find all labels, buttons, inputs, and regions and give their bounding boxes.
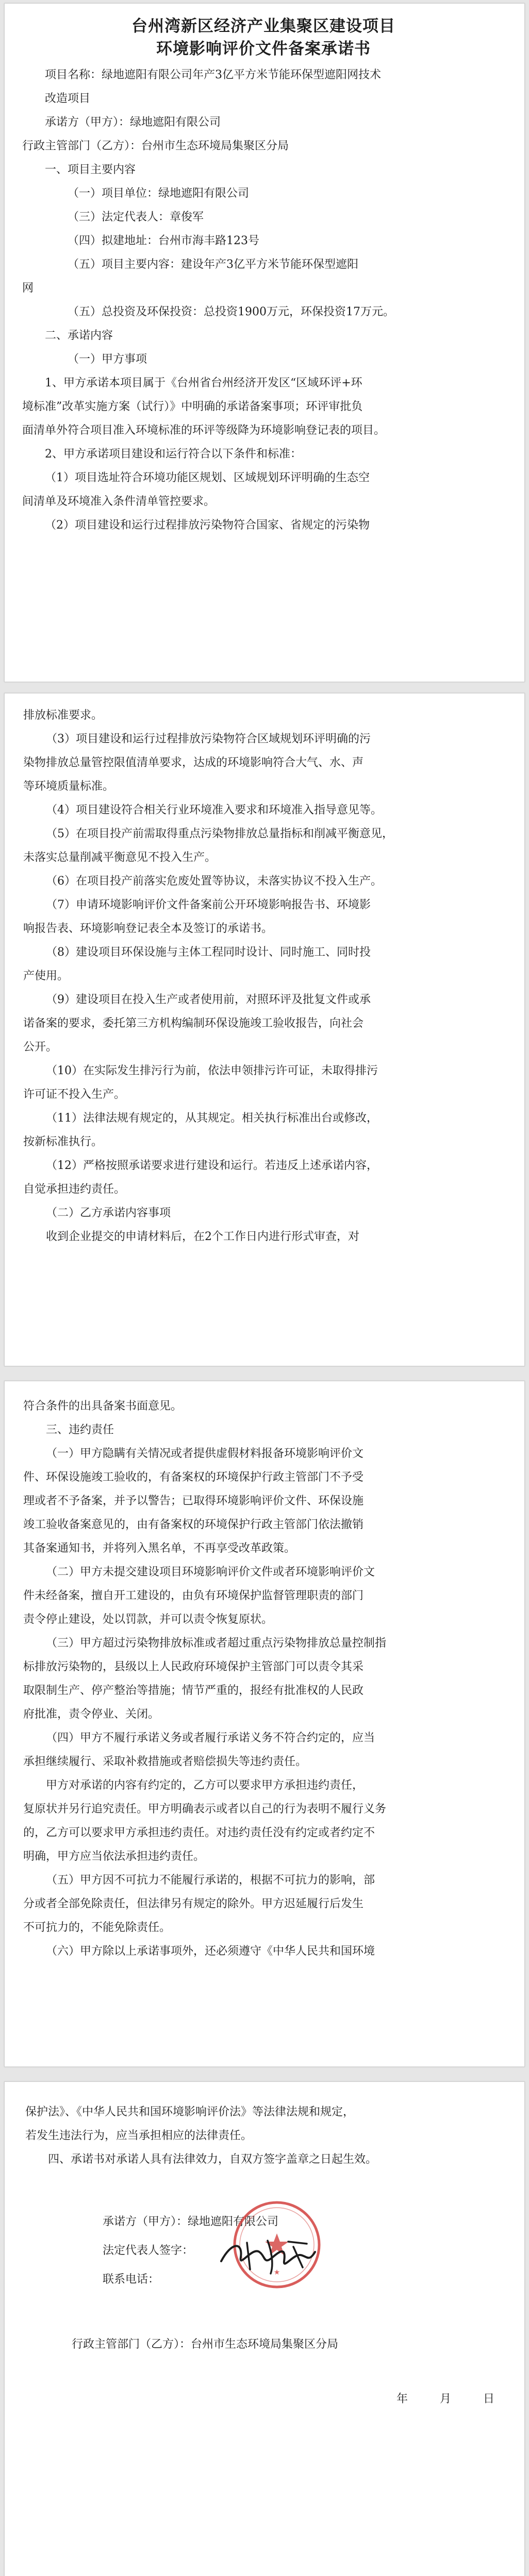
paragraph-line: 未落实总量削减平衡意见不投入生产。 xyxy=(23,851,217,864)
section-heading-4: 四、承诺书对承诺人具有法律效力，自双方签字盖章之日起生效。 xyxy=(48,2153,377,2166)
paragraph-line: （3）项目建设和运行过程排放污染物符合区域规划环评明确的污 xyxy=(46,733,371,745)
document-page-2 xyxy=(4,693,525,1366)
paragraph-line: 件、环保设施竣工验收的，有备案权的环境保护行政主管部门不予受 xyxy=(23,1471,364,1484)
paragraph-line: 染物排放总量管控限值清单要求，达成的环境影响符合大气、水、声 xyxy=(23,756,364,769)
document-page-4 xyxy=(4,2081,525,2576)
paragraph-line: （六）甲方除以上承诺事项外，还必须遵守《中华人民共和国环境 xyxy=(46,1945,375,1958)
paragraph-line: （12）严格按照承诺要求进行建设和运行。若违反上述承诺内容， xyxy=(46,1159,378,1172)
paragraph-line: 标排放污染物的，县级以上人民政府环境保护主管部门可以责令其采 xyxy=(23,1660,364,1673)
paragraph-line: （1）项目选址符合环境功能区规划、区域规划环评明确的生态空 xyxy=(45,471,370,484)
paragraph-line: （10）在实际发生排污行为前，依法申领排污许可证，未取得排污 xyxy=(46,1064,378,1077)
svg-text:★: ★ xyxy=(273,2268,280,2277)
paragraph-line: 境标准”改革实施方案（试行）》中明确的承诺备案事项；环评审批负 xyxy=(22,400,363,413)
document-page-1 xyxy=(4,3,525,682)
paragraph-line: 排放标准要求。 xyxy=(23,709,103,722)
paragraph-line: 等环境质量标准。 xyxy=(23,780,114,793)
paragraph-line: 间清单及环境准入条件清单管控要求。 xyxy=(22,495,216,508)
project-name-continuation: 改造项目 xyxy=(45,92,91,105)
document-title-line-1: 台州湾新区经济产业集聚区建设项目 xyxy=(131,17,395,36)
paragraph-line: 甲方对承诺的内容有约定的，乙方可以要求甲方承担违约责任， xyxy=(46,1779,364,1792)
paragraph-line: 分或者全部免除责任，但法律另有规定的除外。甲方迟延履行后发生 xyxy=(23,1897,364,1910)
section-heading-1: 一、项目主要内容 xyxy=(45,163,136,176)
project-name-line: 项目名称：绿地遮阳有限公司年产3亿平方米节能环保型遮阳网技术 xyxy=(45,69,381,81)
item-address: （四）拟建地址：台州市海丰路123号 xyxy=(68,234,259,247)
date-year-label: 年 xyxy=(396,2393,409,2405)
section-heading-2: 二、承诺内容 xyxy=(45,329,113,342)
date-line xyxy=(25,2389,504,2410)
paragraph-line: 若发生违法行为，应当承担相应的法律责任。 xyxy=(25,2129,253,2142)
paragraph-line: 明确，甲方应当依法承担违约责任。 xyxy=(23,1850,205,1863)
paragraph-line: （一）甲方隐瞒有关情况或者提供虚假材料报备环境影响评价文 xyxy=(46,1447,364,1460)
handwritten-signature xyxy=(216,2231,319,2278)
paragraph-line: 自觉承担违约责任。 xyxy=(23,1183,126,1196)
item-legal-rep: （三）法定代表人：章俊军 xyxy=(68,211,204,224)
paragraph-line: 承担继续履行、采取补救措施或者赔偿损失等违约责任。 xyxy=(23,1755,307,1768)
paragraph-line: 符合条件的出具备案书面意见。 xyxy=(23,1400,183,1413)
contact-phone-line: 联系电话： xyxy=(103,2273,160,2286)
paragraph-line: 诺备案的要求，委托第三方机构编制环保设施竣工验收报告，向社会 xyxy=(23,1017,364,1030)
paragraph-line: （三）甲方超过污染物排放标准或者超过重点污染物排放总量控制指 xyxy=(46,1637,387,1650)
document-title-line-2: 环境影响评价文件备案承诺书 xyxy=(156,40,371,58)
legal-rep-signature-line: 法定代表人签字： xyxy=(103,2244,194,2257)
paragraph-line: （5）在项目投产前需取得重点污染物排放总量指标和削减平衡意见， xyxy=(46,827,393,840)
signature-block xyxy=(25,2208,504,2410)
paragraph-line: 面清单外符合项目准入环境标准的环评等级降为环境影响登记表的项目。 xyxy=(22,424,386,437)
subsection-party-b: （二）乙方承诺内容事项 xyxy=(46,1207,171,1219)
date-month-label: 月 xyxy=(440,2393,453,2405)
paragraph-line: 其备案通知书，并将列入黑名单，不再享受改革政策。 xyxy=(23,1542,296,1555)
paragraph-line: 理或者不予备案，并予以警告；已取得环境影响评价文件、环保设施 xyxy=(23,1495,364,1507)
paragraph-line: 复原状并另行追究责任。甲方明确表示或者以自己的行为表明不履行义务 xyxy=(23,1803,387,1816)
paragraph-line: 件未经备案，擅自开工建设的，由负有环境保护监督管理职责的部门 xyxy=(23,1589,364,1602)
paragraph-line: （7）申请环境影响评价文件备案前公开环境影响报告书、环境影 xyxy=(46,899,371,911)
paragraph-line: 1、甲方承诺本项目属于《台州省台州经济开发区“区域环评+环 xyxy=(45,377,362,389)
document-page-3 xyxy=(4,1381,525,2067)
paragraph-line: 的，乙方可以要求甲方承担违约责任。对违约责任没有约定或者约定不 xyxy=(23,1826,375,1839)
paragraph-line: 责令停止建设，处以罚款，并可以责令恢复原状。 xyxy=(23,1613,273,1626)
paragraph-line: 府批准，责令停业、关闭。 xyxy=(23,1708,160,1721)
authority-line: 行政主管部门（乙方）：台州市生态环境局集聚区分局 xyxy=(22,140,289,152)
paragraph-line: （9）建设项目在投入生产或者使用前，对照环评及批复文件或承 xyxy=(46,993,371,1006)
paragraph-line: 许可证不投入生产。 xyxy=(23,1088,126,1101)
paragraph-line: （4）项目建设符合相关行业环境准入要求和环境准入指导意见等。 xyxy=(46,804,382,817)
authority-signature-line: 行政主管部门（乙方）：台州市生态环境局集聚区分局 xyxy=(72,2338,339,2351)
paragraph-line: （11）法律法规有规定的，从其规定。相关执行标准出台或修改， xyxy=(46,1112,378,1125)
paragraph-line: 竣工验收备案意见的，由有备案权的环境保护行政主管部门依法撤销 xyxy=(23,1518,364,1531)
paragraph-line: 按新标准执行。 xyxy=(23,1136,103,1148)
item-main-content: （五）项目主要内容：建设年产3亿平方米节能环保型遮阳 xyxy=(68,258,358,271)
paragraph-line: （二）甲方未提交建设项目环境影响评价文件或者环境影响评价文 xyxy=(46,1566,375,1579)
paragraph-line: 不可抗力的，不能免除责任。 xyxy=(23,1921,171,1934)
subsection-party-a: （一）甲方事项 xyxy=(68,353,147,366)
paragraph-line: 产使用。 xyxy=(23,970,69,982)
paragraph-line: （五）甲方因不可抗力不能履行承诺的，根据不可抗力的影响，部 xyxy=(46,1874,375,1887)
paragraph-line: （6）在项目投产前落实危废处置等协议，未落实协议不投入生产。 xyxy=(46,875,382,888)
paragraph-line: 收到企业提交的申请材料后，在2个工作日内进行形式审查，对 xyxy=(46,1230,359,1243)
paragraph-line: 公开。 xyxy=(23,1041,58,1054)
paragraph-line: 2、甲方承诺项目建设和运行符合以下条件和标准： xyxy=(45,448,302,461)
item-investment: （五）总投资及环保投资：总投资1900万元，环保投资17万元。 xyxy=(68,306,394,318)
paragraph-line: （四）甲方不履行承诺义务或者履行承诺义务不符合约定的，应当 xyxy=(46,1732,375,1744)
date-day-label: 日 xyxy=(483,2393,496,2405)
item-main-content-continuation: 网 xyxy=(22,282,34,295)
paragraph-line: 取限制生产、停产整治等措施；情节严重的，报经有批准权的人民政 xyxy=(23,1684,364,1697)
section-heading-3: 三、违约责任 xyxy=(46,1423,114,1436)
paragraph-line: 响报告表、环境影响登记表全本及签订的承诺书。 xyxy=(23,922,273,935)
paragraph-line: 保护法》、《中华人民共和国环境影响评价法》等法律法规和规定， xyxy=(25,2106,355,2119)
promisor-line: 承诺方（甲方）：绿地遮阳有限公司 xyxy=(45,116,221,129)
item-project-unit: （一）项目单位：绿地遮阳有限公司 xyxy=(68,187,250,200)
paragraph-line: （2）项目建设和运行过程排放污染物符合国家、省规定的污染物 xyxy=(45,519,370,532)
promisor-signature-line: 承诺方（甲方）：绿地遮阳有限公司 xyxy=(103,2215,279,2228)
paragraph-line: （8）建设项目环保设施与主体工程同时设计、同时施工、同时投 xyxy=(46,946,371,959)
